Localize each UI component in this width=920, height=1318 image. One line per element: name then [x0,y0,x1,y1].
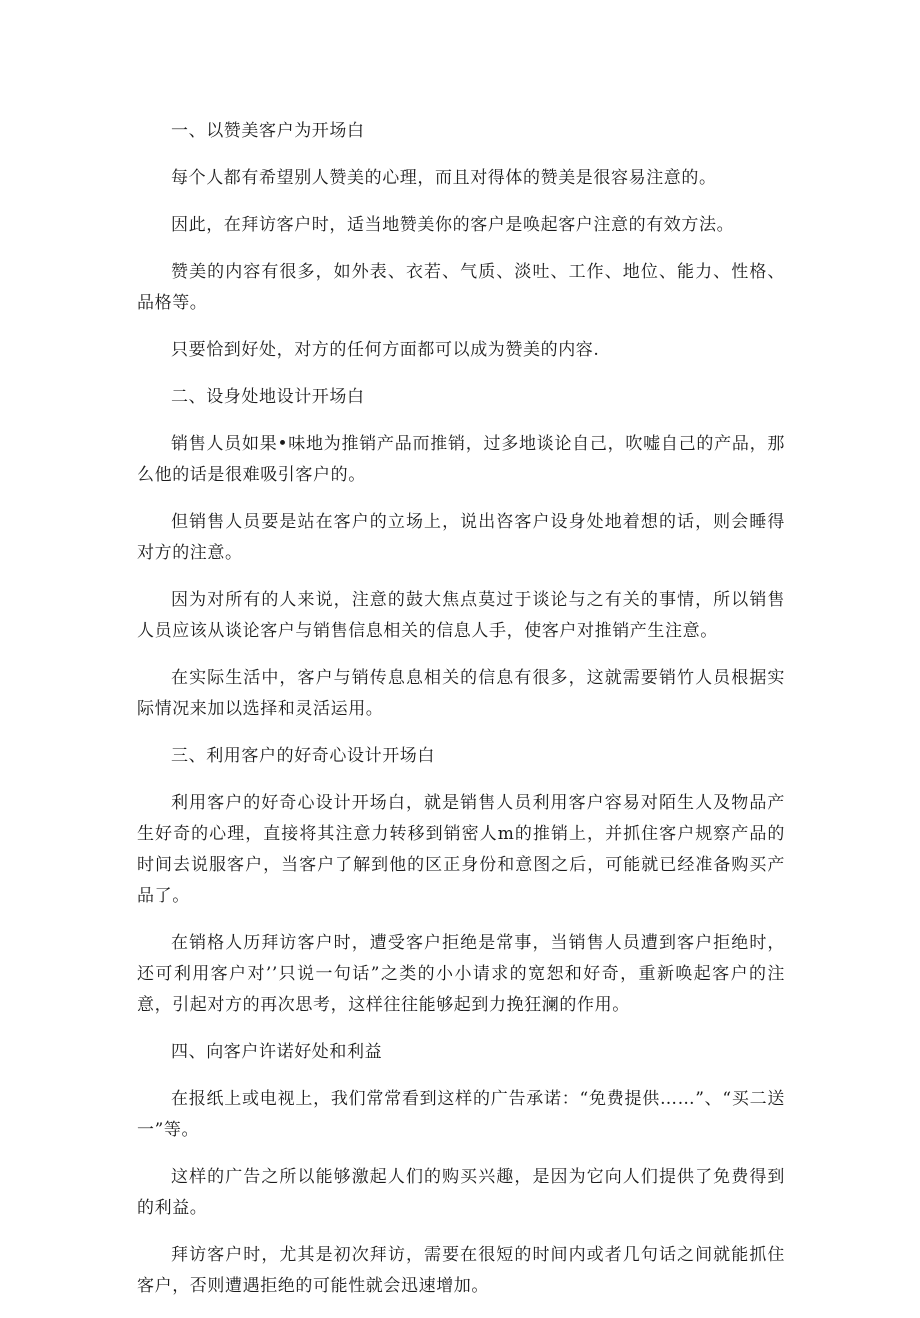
paragraph: 但销售人员要是站在客户的立场上，说出咨客户设身处地着想的话，则会睡得对方的注意。 [137,512,785,563]
document-body [137,116,785,1318]
section-heading: 二、设身处地设计开场白 [171,387,365,407]
section-heading: 三、利用客户的好奇心设计开场白 [171,746,435,766]
paragraph: 在销格人历拜访客户时，遭受客户拒绝是常事，当销售人员遭到客户拒绝时，还可利用客户对’’只说一句话”之类的小小请求的宽恕和好奇，重新唤起客户的注意，引起对方的再次思考，这样往往能够起到力挽狂澜的作用。 [137,933,785,1015]
paragraph: 因为对所有的人来说，注意的鼓大焦点莫过于谈论与之有关的事情，所以销售人员应该从谈论客户与销售信息相关的信息人手，使客户对推销产生注意。 [137,590,785,641]
paragraph: 销售人员如果•味地为推销产品而推销，过多地谈论自己，吹嘘自己的产品，那么他的话是很难吸引客户的。 [137,434,785,485]
section-heading: 一、以赞美客户为开场白 [171,121,365,141]
paragraph: 只要恰到好处，对方的任何方面都可以成为赞美的内容. [171,340,600,360]
paragraph: 这样的广告之所以能够激起人们的购买兴趣，是因为它向人们提供了免费得到的利益。 [137,1167,785,1218]
paragraph: 因此，在拜访客户时，适当地赞美你的客户是唤起客户注意的有效方法。 [171,215,735,235]
paragraph: 赞美的内容有很多，如外表、衣若、气质、淡吐、工作、地位、能力、性格、品格等。 [137,262,785,313]
paragraph: 在报纸上或电视上，我们常常看到这样的广告承诺：“免费提供……”、“买二送一”等。 [137,1089,785,1140]
paragraph: 利用客户的好奇心设计开场白，就是销售人员利用客户容易对陌生人及物品产生好奇的心理，直接将其注意力转移到销密人m的推销上，并抓住客户规察产品的时间去说服客户，当客户了解到他的区正身份和意图之后，可能就已经准备购买产品了。 [137,793,785,906]
section-heading: 四、向客户许诺好处和利益 [171,1042,383,1062]
paragraph: 每个人都有希望别人赞美的心理，而且对得体的赞美是很容易注意的。 [171,168,717,188]
paragraph: 在实际生活中，客户与销传息息相关的信息有很多，这就需要销竹人员根据实际情况来加以选择和灵活运用。 [137,668,785,719]
paragraph: 拜访客户时，尤其是初次拜访，需要在很短的时间内或者几句话之间就能抓住客户，否则遭遇拒绝的可能性就会迅速增加。 [137,1245,785,1296]
